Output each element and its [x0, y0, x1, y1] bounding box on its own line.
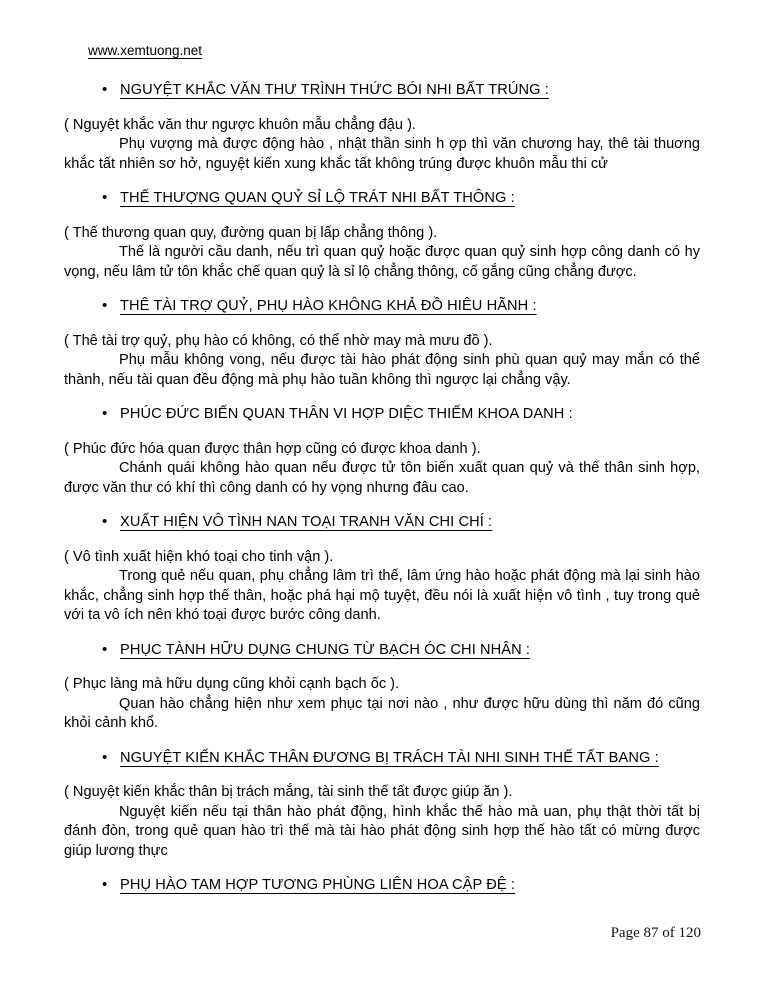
sections-container	[64, 80, 700, 896]
bullet-icon: •	[102, 513, 108, 530]
section-heading: XUẤT HIỆN VÔ TÌNH NAN TOẠI TRANH VĂN CHI CHÍ :	[120, 514, 493, 530]
section-gloss: ( Phúc đức hóa quan được thân hợp cũng có được khoa danh ).	[64, 440, 481, 457]
section-heading: PHỤ HÀO TAM HỢP TƯƠNG PHÙNG LIÊN HOA CẬP ĐỆ :	[120, 877, 516, 893]
section-gloss: ( Vô tình xuất hiện khó toại cho tinh vận ).	[64, 548, 334, 565]
section-gloss: ( Phục làng mà hữu dụng cũng khỏi cạnh bạch ốc ).	[64, 676, 400, 692]
section-heading: NGUYỆT KIẾN KHẮC THÂN ĐƯƠNG BỊ TRÁCH TÀI NHI SINH THẾ TẤT BANG :	[120, 749, 659, 766]
section-gloss: ( Thê tài trợ quỷ, phụ hào có không, có thể nhờ may mà mưu đồ ).	[64, 332, 493, 349]
bullet-icon: •	[102, 189, 108, 206]
document-section	[64, 80, 700, 174]
section-heading: THẾ THƯỢNG QUAN QUỶ SỈ LỘ TRÁT NHI BẤT THÔNG :	[120, 190, 515, 206]
header-link[interactable]: www.xemtuong.net	[88, 43, 203, 58]
bullet-icon: •	[102, 876, 108, 893]
section-body: Phụ mẫu không vong, nếu được tài hào phát động sinh phù quan quỷ may mắn có thể thành, nếu tài quan đều động mà phụ hào tuần không thì ngược lại chẳng vậy.	[64, 352, 700, 388]
bullet-icon: •	[102, 748, 108, 766]
section-body: Trong quẻ nếu quan, phụ chẳng lâm trì thế, lâm ứng hào hoặc phát động mà lại sinh hào khắc, chẳng sinh hợp thế thân, hoặc phá hại mộ tuyệt, đều nói là xuất hiện vô tình , tuy trong quẻ với ta vô ích nên khó toại được bước công danh.	[64, 568, 700, 623]
bullet-icon: •	[102, 297, 108, 314]
section-heading: PHÚC ĐỨC BIẾN QUAN THÂN VI HỢP DIỆC THIẾM KHOA DANH :	[120, 406, 573, 422]
document-section	[64, 748, 700, 862]
document-section	[64, 875, 700, 896]
section-gloss: ( Nguyệt khắc văn thư ngược khuôn mẫu chẳng đậu ).	[64, 116, 416, 133]
section-heading-row	[102, 188, 700, 209]
section-body: Chánh quái không hào quan nếu được tử tôn biến xuất quan quỷ và thế thân sinh hợp, được văn thư có khí thì công danh có hy vọng nhưng đâu cao.	[64, 460, 700, 496]
section-body: Quan hào chẳng hiện như xem phục tại nơi nào , như được hữu dùng thì năm đó cũng khỏi cảnh khổ.	[64, 695, 700, 731]
section-heading-row	[102, 512, 700, 533]
document-section	[64, 296, 700, 390]
section-heading: PHỤC TÀNH HỮU DỤNG CHUNG TỪ BẠCH ÓC CHI NHÂN :	[120, 641, 531, 658]
document-section	[64, 404, 700, 498]
document-section	[64, 512, 700, 626]
section-body: Phụ vượng mà được động hào , nhật thần sinh h ợp thì văn chương hay, thê tài thuơng khắc tất nhiên sơ hở, nguyệt kiến xung khắc tất không trúng được khuôn mẫu thi cử	[64, 136, 700, 172]
section-gloss: ( Thế thương quan quy, đường quan bị lấp chẳng thông ).	[64, 224, 438, 241]
section-heading-row	[102, 748, 700, 769]
document-section	[64, 640, 700, 734]
bullet-icon: •	[102, 640, 108, 658]
document-section	[64, 188, 700, 282]
page-number: Page 87 of 120	[610, 925, 701, 941]
section-heading-row	[102, 80, 700, 101]
section-body: Thế là người cầu danh, nếu trì quan quỷ hoặc được quan quỷ sinh hợp công danh có hy vọng, nếu lâm tử tôn khắc chế quan quỷ là sỉ lộ chẳng thông, cố gắng cũng chẳng được.	[64, 244, 700, 280]
bullet-icon: •	[102, 81, 108, 98]
section-heading-row	[102, 875, 700, 896]
section-body: Nguyệt kiến nếu tại thân hào phát động, hình khắc thế hào mà uan, phụ thật thời tất bị đánh đòn, trong quẻ quan hào trì thế mà tài hào phát động sinh hợp thế hào tất có mừng được giúp lương thực	[64, 803, 700, 859]
section-gloss: ( Nguyệt kiến khắc thân bị trách mắng, tài sinh thế tất được giúp ăn ).	[64, 784, 513, 800]
section-heading-row	[102, 296, 700, 317]
section-heading-row	[102, 640, 700, 661]
section-heading: THÊ TÀI TRỢ QUỶ, PHỤ HÀO KHÔNG KHẢ ĐỒ HIÊU HÃNH :	[120, 298, 537, 314]
bullet-icon: •	[102, 405, 108, 422]
section-heading-row	[102, 404, 700, 425]
section-heading: NGUYỆT KHẮC VĂN THƯ TRÌNH THỨC BÓI NHI BẤT TRÚNG :	[120, 82, 549, 98]
